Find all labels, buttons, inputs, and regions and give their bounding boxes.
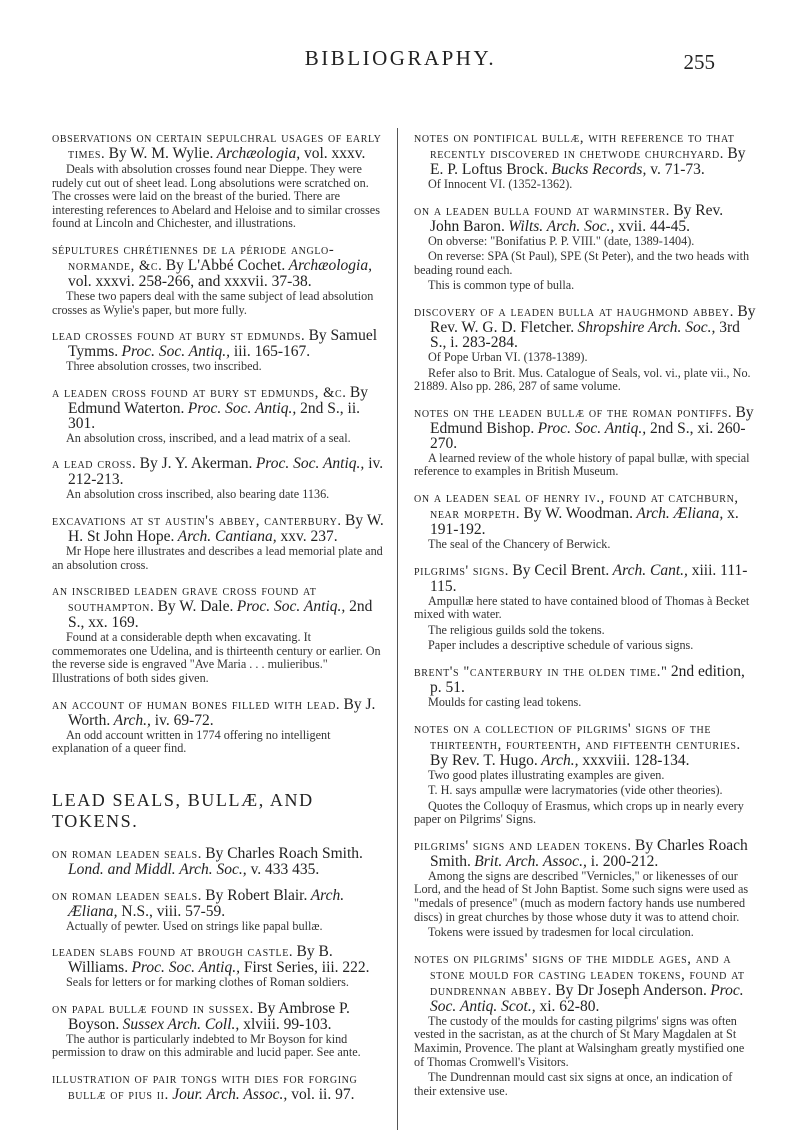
bibliography-entry bbox=[414, 838, 756, 940]
entry-author: By Edmund Waterton. bbox=[68, 383, 368, 417]
entry-author: By W. Woodman. bbox=[523, 504, 633, 522]
entry-note: The religious guilds sold the tokens. bbox=[428, 622, 605, 637]
entry-note: Ampullæ here stated to have contained blood of Thomas à Becket mixed with water. bbox=[414, 593, 750, 622]
entry-journal: Arch., bbox=[541, 751, 579, 769]
entry-note: On reverse: SPA (St Paul), SPE (St Peter), and the two heads with beading round each. bbox=[414, 249, 750, 277]
entry-reference: v. 433 435. bbox=[246, 860, 320, 878]
bibliography-entry bbox=[52, 513, 385, 572]
entry-note: Refer also to Brit. Mus. Catalogue of Seals, vol. vi., plate vii., No. 21889. Also pp. 286, 287 of same volume. bbox=[414, 365, 751, 394]
entry-note: The seal of the Chancery of Berwick. bbox=[428, 536, 611, 551]
entry-heading bbox=[414, 721, 756, 768]
left-column bbox=[52, 130, 385, 1114]
entry-title: illustration of pair tongs with dies for forging bullæ of pius ii. bbox=[52, 1071, 358, 1104]
entry-journal: Arch. Æliana, bbox=[636, 504, 724, 522]
entry-author: By Robert Blair. bbox=[205, 886, 308, 904]
entry-note: T. H. says ampullæ were lacrymatories (vide other theories). bbox=[428, 783, 723, 798]
entry-note: Of Pope Urban VI. (1378-1389). bbox=[428, 349, 588, 364]
running-head-title: BIBLIOGRAPHY. bbox=[304, 46, 497, 70]
entry-title: discovery of a leaden bulla at haughmond abbey. bbox=[414, 303, 734, 320]
entry-journal: Bucks Records, bbox=[551, 161, 647, 178]
entry-citation bbox=[551, 161, 704, 178]
bibliography-entry bbox=[414, 563, 756, 653]
bibliography-entry bbox=[52, 456, 385, 502]
entry-title: on roman leaden seals. bbox=[52, 845, 202, 862]
entry-reference: xlviii. 99-103. bbox=[239, 1015, 332, 1033]
entry-note: On obverse: "Bonifatius P. P. VIII." (date, 1389-1404). bbox=[428, 233, 695, 248]
entry-title: on papal bullæ found in sussex. bbox=[52, 1000, 254, 1017]
entry-citation bbox=[122, 343, 311, 360]
entry-reference: xi. 62-80. bbox=[535, 997, 600, 1015]
entry-citation bbox=[114, 712, 214, 729]
entry-reference: 3rd S., i. 283-284. bbox=[430, 318, 740, 351]
bibliography-entry bbox=[414, 405, 756, 479]
right-column bbox=[414, 130, 756, 1109]
entry-reference: N.S., viii. 57-59. bbox=[117, 902, 226, 920]
entry-citation bbox=[178, 528, 338, 545]
entry-note: These two papers deal with the same subject of lead absolution crosses as Wylie's paper, but more fully. bbox=[52, 288, 374, 317]
entry-author: By Samuel Tymms. bbox=[68, 327, 378, 361]
bibliography-entry bbox=[414, 721, 756, 827]
entry-citation bbox=[474, 853, 658, 870]
entry-title: pilgrims' signs. bbox=[414, 562, 510, 579]
bibliography-entry bbox=[52, 1001, 385, 1060]
entry-citation bbox=[541, 752, 689, 769]
entry-journal: Arch., bbox=[113, 711, 151, 729]
section-heading: LEAD SEALS, BULLÆ, AND TOKENS. bbox=[52, 789, 314, 831]
entry-heading bbox=[52, 888, 385, 919]
bibliography-entry bbox=[52, 697, 385, 756]
entry-heading bbox=[414, 130, 756, 177]
entry-heading bbox=[52, 242, 385, 289]
entry-note: An absolution cross inscribed, also bearing date 1136. bbox=[66, 487, 330, 502]
entry-heading bbox=[414, 563, 756, 594]
entry-heading bbox=[52, 513, 385, 544]
entry-title: an inscribed leaden grave cross found at southampton. bbox=[52, 583, 317, 616]
entry-author: By Rev. W. G. D. Fletcher. bbox=[430, 302, 756, 336]
entry-note: An absolution cross, inscribed, and a lead matrix of a seal. bbox=[66, 430, 351, 445]
entry-author: By Dr Joseph Anderson. bbox=[555, 981, 707, 999]
entry-note: The Dundrennan mould cast six signs at once, an indication of their extensive use. bbox=[414, 1070, 733, 1098]
entry-title: on a leaden seal of henry iv., found at catchburn, near morpeth. bbox=[414, 489, 739, 522]
bibliography-entry bbox=[414, 951, 756, 1099]
entry-note: The author is particularly indebted to Mr Boyson for kind permission to draw on this admirable and lucid paper. See ante. bbox=[52, 1031, 361, 1060]
entry-title: an account of human bones filled with lead. bbox=[52, 696, 341, 713]
entry-author: By W. M. Wylie. bbox=[108, 145, 214, 162]
entry-journal: Arch. Cant., bbox=[612, 561, 688, 579]
entry-citation bbox=[508, 218, 690, 235]
bibliography-entry bbox=[414, 203, 756, 293]
entry-journal: Proc. Soc. Antiq., bbox=[121, 343, 231, 361]
entry-journal: Lond. and Middl. Arch. Soc., bbox=[68, 860, 247, 878]
bibliography-entry bbox=[52, 583, 385, 685]
entry-journal: Wilts. Arch. Soc., bbox=[508, 217, 615, 235]
bibliography-entry bbox=[52, 385, 385, 446]
bibliography-entry bbox=[414, 664, 756, 710]
bibliography-entry bbox=[52, 328, 385, 374]
entry-reference: xxv. 237. bbox=[276, 527, 338, 545]
bibliography-entry bbox=[52, 242, 385, 317]
entry-heading bbox=[52, 1001, 385, 1032]
entry-reference: 2nd S., ii. 301. bbox=[68, 399, 361, 432]
entry-note: Paper includes a descriptive schedule of various signs. bbox=[428, 638, 694, 653]
entry-author: By J. Y. Akerman. bbox=[139, 455, 253, 473]
entry-journal: Brit. Arch. Assoc., bbox=[474, 852, 587, 870]
entry-note: Mr Hope here illustrates and describes a lead memorial plate and an absolution cross. bbox=[52, 543, 383, 572]
left-entries bbox=[52, 130, 385, 756]
entry-heading bbox=[414, 405, 756, 451]
entry-reference: vol. xxxvi. 258-266, and xxxvii. 37-38. bbox=[68, 272, 312, 290]
entry-author: By Charles Roach Smith. bbox=[430, 836, 748, 870]
entry-heading bbox=[52, 456, 385, 487]
entry-note: Tokens were issued by tradesmen for local circulation. bbox=[428, 925, 694, 940]
entry-note: The custody of the moulds for casting pilgrims' signs was often vested in the sacristan, as at the church of St Mary Magdalen at St Maximin, Provence. The plant at Walsingham greatly mystified one of Thomas Cromwell's Visitors. bbox=[414, 1013, 745, 1069]
entry-heading bbox=[52, 385, 385, 431]
entry-note: Quotes the Colloquy of Erasmus, which crops up in nearly every paper on Pilgrims' Signs. bbox=[414, 798, 744, 827]
entry-title: a lead cross. bbox=[52, 456, 137, 473]
page-number: 255 bbox=[683, 50, 715, 74]
entry-heading bbox=[52, 697, 385, 728]
entry-heading bbox=[414, 490, 756, 537]
entry-author: By W. Dale. bbox=[157, 598, 234, 616]
entry-author: By W. H. St John Hope. bbox=[68, 511, 384, 545]
entry-title: notes on the leaden bullæ of the roman pontiffs. bbox=[414, 404, 733, 421]
entry-reference: vol. xxxv. bbox=[300, 145, 366, 162]
entry-reference: xxxviii. 128-134. bbox=[578, 751, 690, 769]
entry-reference: xiii. 111-115. bbox=[430, 561, 748, 595]
entry-title: pilgrims' signs and leaden tokens. bbox=[414, 837, 632, 854]
entry-heading bbox=[414, 664, 756, 695]
entry-reference: iv. 212-213. bbox=[68, 455, 384, 489]
entry-heading bbox=[52, 583, 385, 630]
entry-title: a leaden cross found at bury st edmunds, &c. bbox=[52, 384, 347, 401]
entry-reference: iii. 165-167. bbox=[230, 343, 311, 361]
column-divider bbox=[397, 128, 398, 1130]
entry-reference: First Series, iii. 222. bbox=[239, 959, 370, 977]
entry-note: Seals for letters or for marking clothes of Roman soldiers. bbox=[66, 975, 349, 990]
entry-author: By L'Abbé Cochet. bbox=[165, 256, 286, 274]
entry-heading bbox=[414, 304, 756, 350]
entry-title: excavations at st austin's abbey, canterbury. bbox=[52, 512, 342, 529]
entry-citation bbox=[217, 145, 366, 162]
entry-reference: v. 71-73. bbox=[646, 161, 705, 178]
bibliography-entry bbox=[52, 1071, 385, 1103]
bibliography-entry bbox=[414, 130, 756, 192]
entry-journal: Sussex Arch. Coll., bbox=[122, 1015, 240, 1033]
bibliography-entry bbox=[52, 888, 385, 934]
entry-heading bbox=[52, 846, 385, 877]
entry-title: notes on a collection of pilgrims' signs of the thirteenth, fourteenth, and fifteenth centuries. bbox=[414, 720, 741, 753]
entry-title: observations on certain sepulchral usages of early times. bbox=[52, 130, 382, 162]
entry-journal: Archæologia, bbox=[216, 145, 301, 162]
entry-author: By J. Worth. bbox=[68, 695, 376, 729]
entry-note: An odd account written in 1774 offering no intelligent explanation of a queer find. bbox=[52, 727, 331, 756]
entry-note: Of Innocent VI. (1352-1362). bbox=[428, 177, 573, 191]
entry-heading bbox=[52, 130, 385, 162]
entry-journal: Archæologia, bbox=[288, 256, 372, 274]
bibliography-entry bbox=[52, 944, 385, 990]
entry-note: Moulds for casting lead tokens. bbox=[428, 694, 582, 709]
entry-journal: Proc. Soc. Antiq., bbox=[131, 959, 240, 977]
entry-journal: Jour. Arch. Assoc., bbox=[172, 1086, 288, 1104]
entry-reference: x. 191-192. bbox=[430, 504, 739, 538]
entry-reference: xvii. 44-45. bbox=[614, 217, 690, 235]
entry-note: Found at a considerable depth when excavating. It commemorates one Udelina, and is thirteenth century or earlier. On the reverse side is engraved "Ave Maria . . . mulieribus." Illustrations of both sides given. bbox=[52, 630, 381, 685]
entry-note: This is common type of bulla. bbox=[428, 278, 575, 293]
entry-note: Two good plates illustrating examples are given. bbox=[428, 767, 665, 782]
entry-title: on a leaden bulla found at warminster. bbox=[414, 202, 670, 219]
entry-journal: Shropshire Arch. Soc., bbox=[577, 318, 716, 336]
entry-reference: 2nd S., xx. 169. bbox=[68, 598, 373, 632]
entry-heading bbox=[414, 203, 756, 234]
entry-author: By Ambrose P. Boyson. bbox=[68, 999, 350, 1033]
entry-heading bbox=[414, 838, 756, 869]
entry-journal: Proc. Soc. Antiq., bbox=[255, 455, 365, 473]
entry-reference: vol. ii. 97. bbox=[287, 1086, 355, 1104]
entry-journal: Proc. Soc. Antiq., bbox=[236, 598, 346, 616]
entry-title: sépultures chrétiennes de la période anglo-normande, &c. bbox=[52, 241, 335, 274]
entry-title: lead crosses found at bury st edmunds. bbox=[52, 328, 306, 345]
entry-author: By Rev. John Baron. bbox=[430, 201, 724, 235]
entry-author: 2nd edition, p. 51. bbox=[430, 662, 745, 696]
entry-note: Deals with absolution crosses found near Dieppe. They were rudely cut out of sheet lead. Long absolutions were scratched on. The crosses were laid on the breast of the buried. There are interesting references to Abelard and Heloise and to similar crosses found at Lincoln and Chichester, and illustrations. bbox=[52, 162, 380, 231]
entry-heading bbox=[52, 1071, 385, 1103]
entry-heading bbox=[52, 944, 385, 975]
bibliography-entry bbox=[414, 304, 756, 394]
entry-citation bbox=[131, 959, 369, 976]
left-entries-continued bbox=[52, 846, 385, 1103]
entry-title: on roman leaden seals. bbox=[52, 887, 202, 904]
entry-journal: Proc. Soc. Antiq., bbox=[187, 399, 297, 417]
bibliography-entry bbox=[52, 130, 385, 231]
entry-title: brent's "canterbury in the olden time." bbox=[414, 663, 668, 680]
entry-citation bbox=[172, 1086, 354, 1103]
entry-reference: 2nd S., xi. 260-270. bbox=[430, 419, 746, 452]
entry-author: By E. P. Loftus Brock. bbox=[430, 145, 746, 178]
entry-reference: i. 200-212. bbox=[586, 852, 659, 870]
entry-journal: Arch. Æliana, bbox=[68, 886, 345, 920]
entry-author: By Cecil Brent. bbox=[512, 561, 610, 579]
entry-author: By Charles Roach Smith. bbox=[205, 844, 363, 862]
entry-title: leaden slabs found at brough castle. bbox=[52, 944, 294, 961]
entry-heading bbox=[414, 951, 756, 1014]
entry-journal: Arch. Cantiana, bbox=[177, 527, 277, 545]
entry-journal: Proc. Soc. Antiq. Scot., bbox=[430, 981, 744, 1015]
entry-note: Among the signs are described "Vernicles," or likenesses of our Lord, and the head of St John Baptist. Some such signs were used as "medals of presence" (much as modern factory hands use numbered discs) in great churches by those whose duty it was to attend choir. bbox=[414, 868, 749, 924]
entry-note: Actually of pewter. Used on strings like papal bullæ. bbox=[66, 918, 323, 933]
entry-note: Three absolution crosses, two inscribed. bbox=[66, 359, 262, 374]
entry-citation bbox=[123, 1016, 332, 1033]
entry-citation bbox=[68, 861, 319, 878]
entry-author: By Rev. T. Hugo. bbox=[430, 751, 538, 769]
entry-heading bbox=[52, 328, 385, 359]
entry-note: A learned review of the whole history of papal bullæ, with special reference to examples in British Museum. bbox=[414, 450, 750, 479]
entry-author: By Edmund Bishop. bbox=[430, 403, 754, 437]
entry-reference: iv. 69-72. bbox=[150, 711, 214, 729]
entry-title: notes on pilgrims' signs of the middle ages, and a stone mould for casting leaden tokens, found at dundrennan abbey. bbox=[414, 950, 745, 999]
bibliography-entry bbox=[52, 846, 385, 877]
entry-author: By B. Williams. bbox=[68, 943, 333, 977]
right-entries bbox=[414, 130, 756, 1098]
entry-title: notes on pontifical bullæ, with reference to that recently discovered in chetwode churchyard. bbox=[414, 130, 735, 162]
bibliography-entry bbox=[414, 490, 756, 552]
entry-journal: Proc. Soc. Antiq., bbox=[537, 419, 647, 437]
